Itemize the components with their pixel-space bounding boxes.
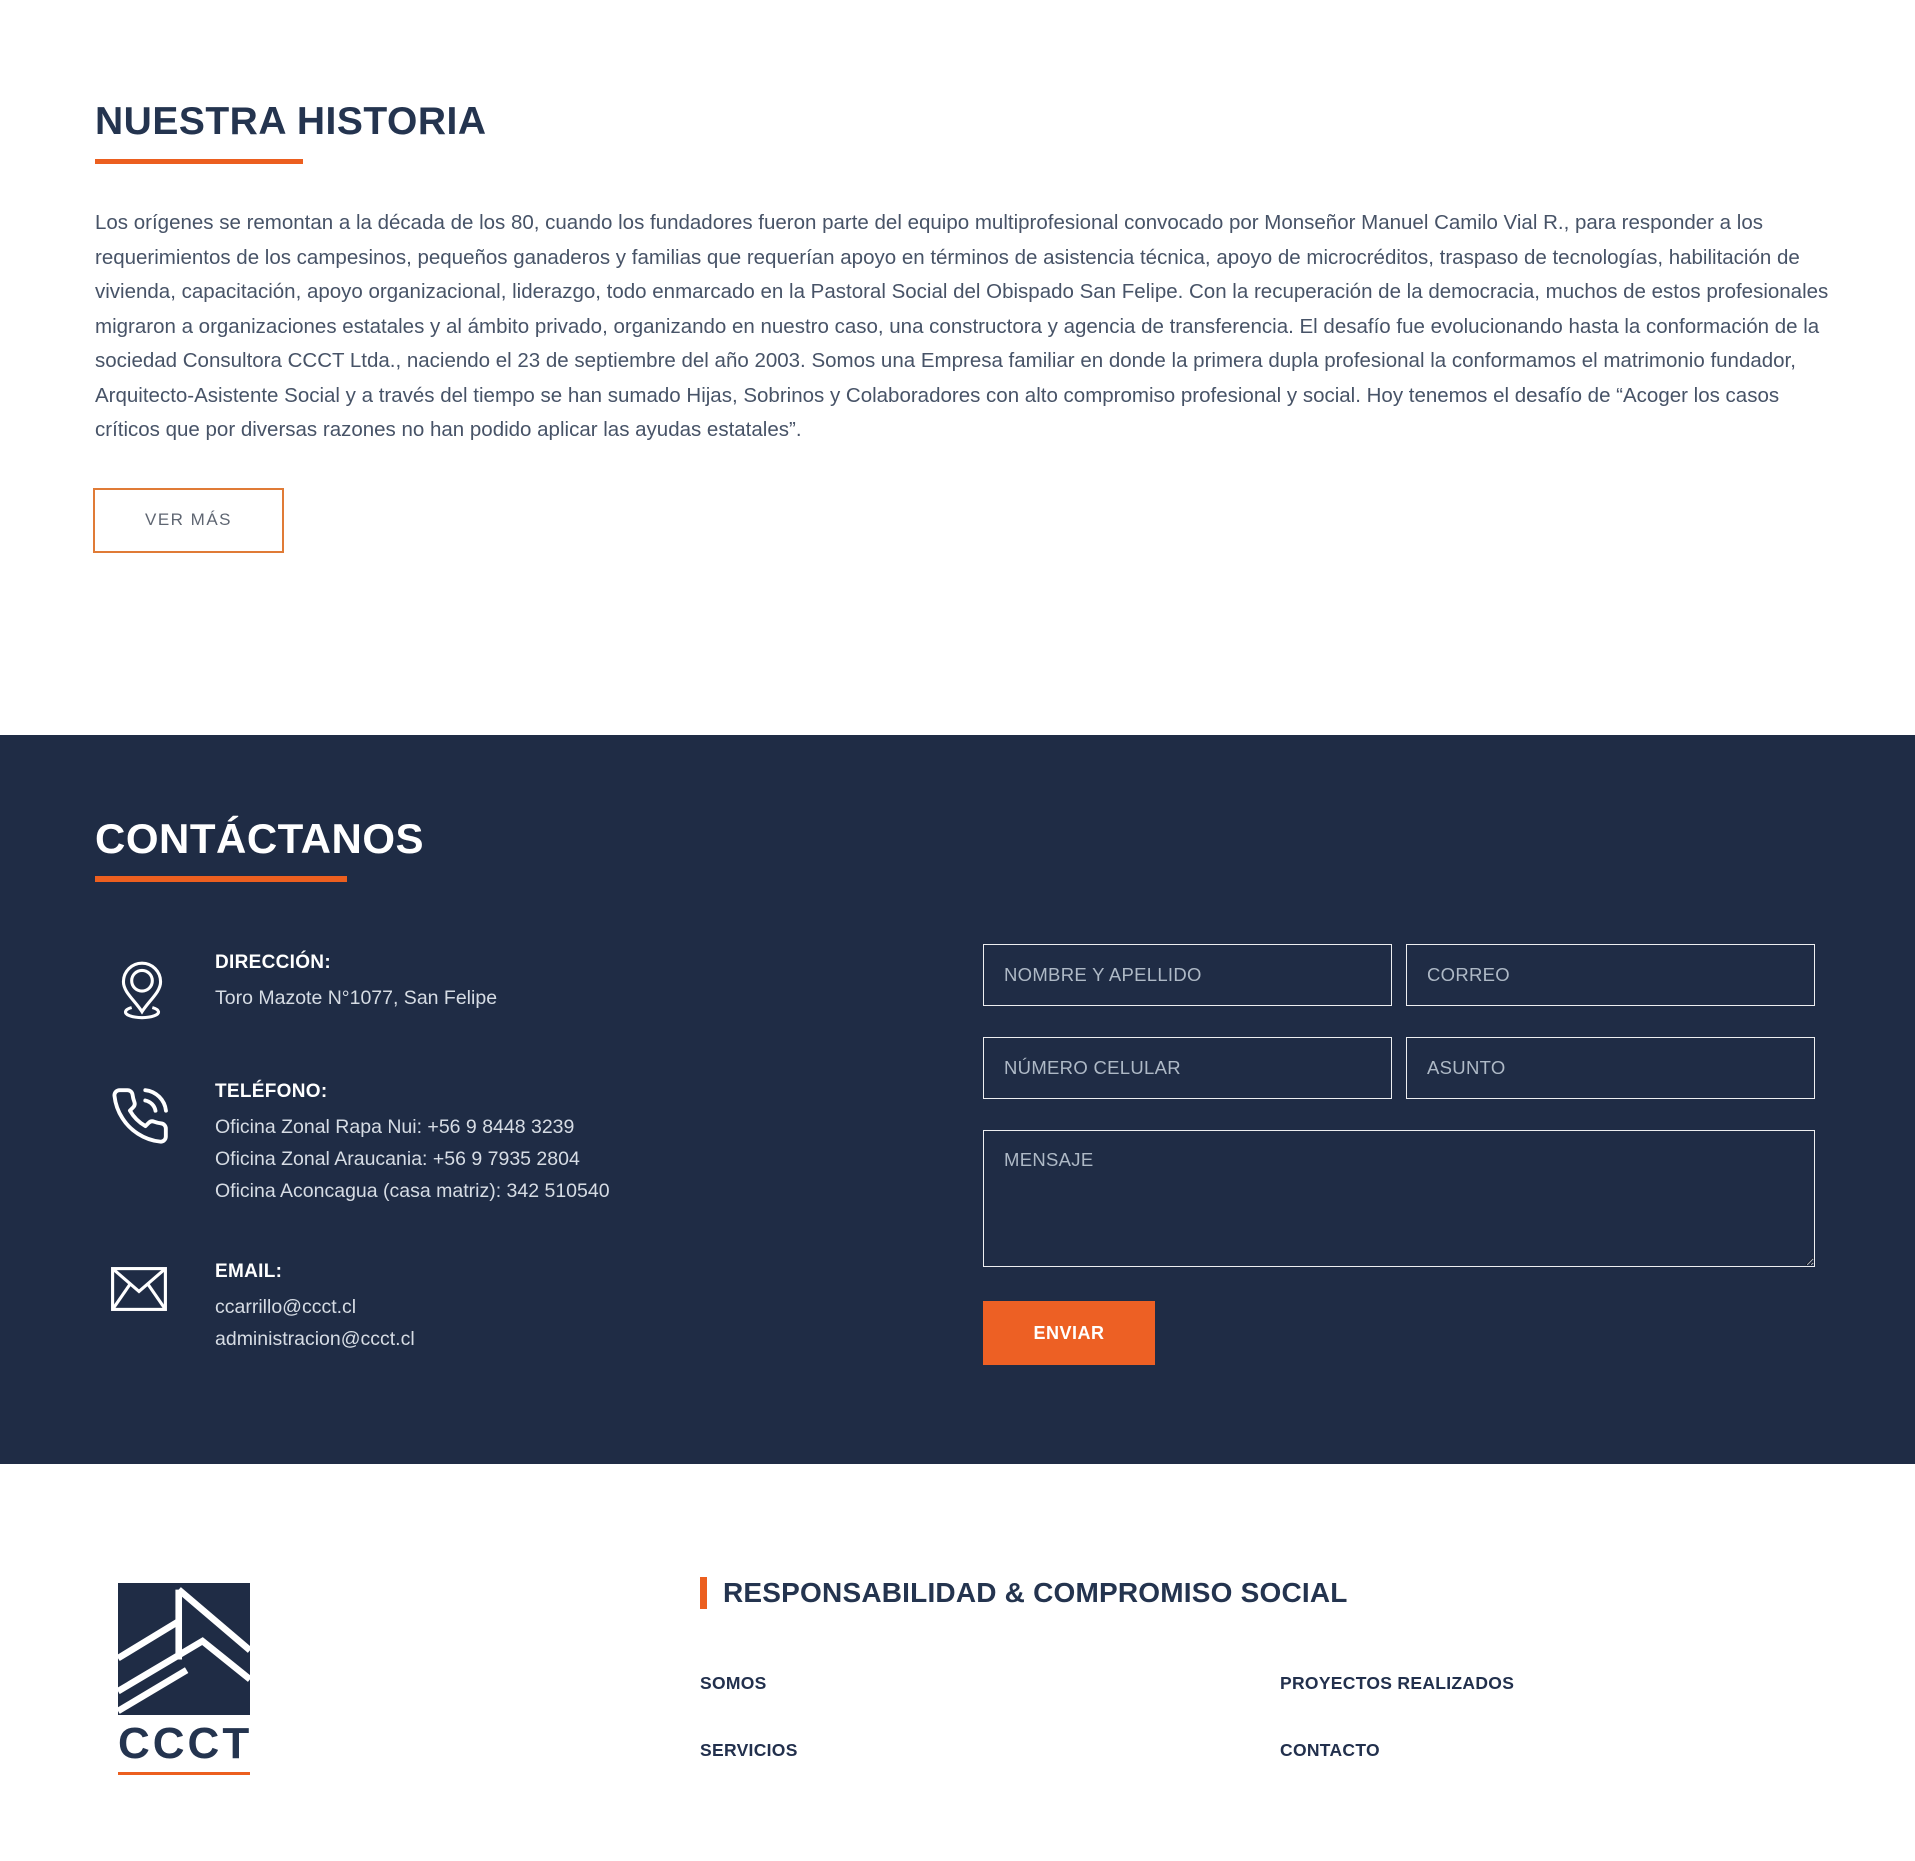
historia-paragraph: Los orígenes se remontan a la década de los 80, cuando los fundadores fueron parte del equipo multiprofesional convocado por Monseñor Manuel Camilo Vial R., para responder a los requerimientos de los campesinos, pequeños ganaderos y familias que requerían apoyo en términos de asistencia técnica, apoyo de microcréditos, traspaso de tecnologías, habilitación de vivienda, capacitación, apoyo organizacional, liderazgo, todo enmarcado en la Pastoral Social del Obispado San Felipe. Con la recuperación de la democracia, muchos de estos profesionales migraron a organizaciones estatales y al ámbito privado, organizando en nuestro caso, una constructora y agencia de transferencia. El desafío fue evolucionando hasta la conformación de la sociedad Consultora CCCT Ltda., naciendo el 23 de septiembre del año 2003. Somos una Empresa familiar en donde la primera dupla profesional la conformamos el matrimonio fundador, Arquitecto-Asistente Social y a través del tiempo se han sumado Hijas, Sobrinos y Colaboradores con alto compromiso profesional y social. Hoy tenemos el desafío de “Acoger los casos críticos que por diversas razones no han podido aplicar las ayudas estatales”. <box>95 211 1829 441</box>
ver-mas-button[interactable]: VER MÁS <box>93 488 284 553</box>
telefono-item <box>95 1081 983 1207</box>
nombre-apellido-input[interactable] <box>983 944 1392 1006</box>
ccct-logo-underline <box>118 1772 250 1775</box>
telefono-label: TELÉFONO: <box>215 1081 328 1102</box>
telefono-text <box>215 1081 610 1207</box>
ccct-logo[interactable] <box>118 1583 253 1775</box>
contacto-title: CONTÁCTANOS <box>95 815 425 862</box>
direccion-text <box>215 952 497 1027</box>
ccct-logo-icon <box>118 1583 250 1715</box>
footer-link-contacto[interactable]: CONTACTO <box>1280 1740 1380 1760</box>
footer-link-proyectos-realizados[interactable]: PROYECTOS REALIZADOS <box>1280 1673 1515 1693</box>
footer-left <box>95 1577 700 1861</box>
telefono-line: Oficina Aconcagua (casa matriz): 342 510540 <box>215 1180 610 1202</box>
phone-icon <box>95 1081 215 1207</box>
contact-grid <box>95 952 1820 1409</box>
email-line: ccarrillo@ccct.cl <box>215 1296 357 1318</box>
telefono-line: Oficina Zonal Araucania: +56 9 7935 2804 <box>215 1148 580 1170</box>
contacto-section <box>0 735 1915 1464</box>
direccion-line: Toro Mazote N°1077, San Felipe <box>215 987 498 1009</box>
mensaje-textarea[interactable] <box>983 1130 1815 1267</box>
footer <box>0 1464 1915 1861</box>
direccion-item <box>95 952 983 1027</box>
map-pin-icon <box>95 952 215 1027</box>
email-label: EMAIL: <box>215 1261 283 1282</box>
ccct-logo-text: CCCT <box>118 1719 253 1768</box>
contacto-title-underline <box>95 876 347 882</box>
contact-info <box>95 952 983 1409</box>
asunto-input[interactable] <box>1406 1037 1815 1099</box>
footer-heading: RESPONSABILIDAD & COMPROMISO SOCIAL <box>700 1577 1820 1609</box>
historia-title: NUESTRA HISTORIA <box>95 100 487 143</box>
enviar-button[interactable]: ENVIAR <box>983 1301 1155 1365</box>
footer-right <box>700 1577 1820 1861</box>
email-line: administracion@ccct.cl <box>215 1328 415 1350</box>
footer-links <box>700 1673 1820 1761</box>
footer-link-servicios[interactable]: SERVICIOS <box>700 1740 798 1760</box>
historia-section <box>0 0 1915 735</box>
correo-input[interactable] <box>1406 944 1815 1006</box>
contact-form <box>983 944 1815 1409</box>
email-item <box>95 1261 983 1355</box>
historia-title-underline <box>95 159 303 164</box>
numero-celular-input[interactable] <box>983 1037 1392 1099</box>
email-text <box>215 1261 415 1355</box>
mail-icon <box>95 1261 215 1355</box>
footer-link-somos[interactable]: SOMOS <box>700 1673 767 1693</box>
direccion-label: DIRECCIÓN: <box>215 952 331 973</box>
telefono-line: Oficina Zonal Rapa Nui: +56 9 8448 3239 <box>215 1116 575 1138</box>
